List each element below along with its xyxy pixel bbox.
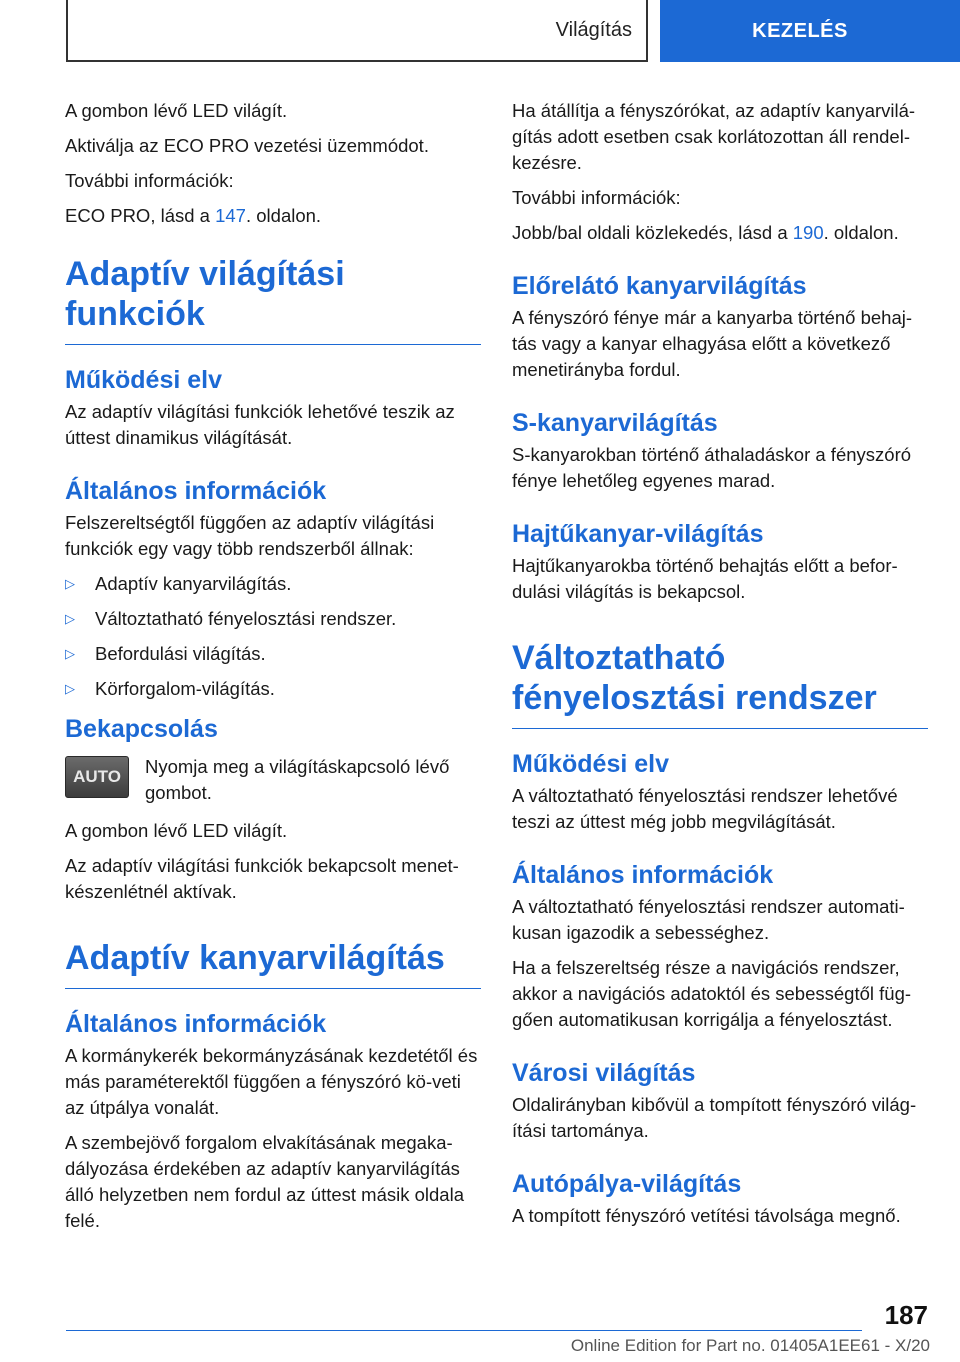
header-chapter-title: KEZELÉS [752,19,848,42]
subsection-heading: Általános információk [512,861,774,889]
header-chapter-tab [660,0,960,62]
list-item: ▷ Befordulási világítás. [65,641,481,667]
subsection-heading: Működési elv [512,750,669,778]
intro-line: További információk: [65,170,234,191]
right-column [512,98,928,1238]
page-reference: Jobb/bal oldali közlekedés, lásd a 190. oldalon. [512,222,899,243]
paragraph: A gombon lévő LED világít. [65,820,288,841]
subsection-heading: Általános információk [65,1010,327,1038]
paragraph: Felszereltségtől függően az adaptív világítási funkciók egy vagy több rendszerből állnak: [65,512,435,559]
header-section-box [66,0,648,62]
paragraph: Az adaptív világítási funkciók bekapcsolt menet-készenlétnél aktívak. [65,855,459,902]
page-link-147[interactable]: 147 [215,205,246,226]
auto-button-icon: AUTO [65,756,129,798]
page-number: 187 [884,1300,928,1330]
page-reference: ECO PRO, lásd a 147. oldalon. [65,205,322,226]
paragraph: A tompított fényszóró vetítési távolsága megnő. [512,1205,901,1226]
paragraph: A szembejövő forgalom elvakításának megaka-dályozása érdekében az adaptív kanyarvilágítás álló helyzetben nem fordul az úttest másik oldala felé. [65,1132,464,1231]
left-column [65,98,481,1243]
paragraph: Ha átállítja a fényszórókat, az adaptív kanyarvilá-gítás adott esetben csak korlátozottan áll rendel-kezésre. [512,100,916,173]
subsection-heading: Előrelátó kanyarvilágítás [512,272,807,300]
feature-list [65,571,481,702]
bullet-triangle-icon: ▷ [65,611,75,626]
paragraph: Nyomja meg a világításkapcsoló lévő gombot. [145,756,450,803]
paragraph: A változtatható fényelosztási rendszer lehetővé teszi az úttest még jobb megvilágítását. [512,785,898,832]
list-item: ▷ Körforgalom-világítás. [65,676,481,702]
intro-line: A gombon lévő LED világít. [65,100,288,121]
subsection-heading: Hajtűkanyar-világítás [512,520,764,548]
section-heading: Változtatható fényelosztási rendszer [512,638,928,729]
subsection-heading: S-kanyarvilágítás [512,409,718,437]
auto-button-instruction [65,754,481,806]
paragraph: Hajtűkanyarokba történő behajtás előtt a befor-dulási világítás is bekapcsol. [512,555,898,602]
paragraph: A változtatható fényelosztási rendszer automati-kusan igazodik a sebességhez. [512,896,905,943]
header-section-title: Világítás [555,18,632,41]
paragraph: További információk: [512,187,681,208]
subsection-heading: Autópálya-világítás [512,1170,742,1198]
bullet-triangle-icon: ▷ [65,576,75,591]
page-link-190[interactable]: 190 [792,222,824,243]
list-item: ▷ Adaptív kanyarvilágítás. [65,571,481,597]
section-heading: Adaptív világítási funkciók [65,254,481,345]
footer-edition: Online Edition for Part no. 01405A1EE61 - X/20 [570,1336,930,1355]
subsection-heading: Általános információk [65,477,327,505]
subsection-heading: Városi világítás [512,1059,696,1087]
footer-rule [66,1330,862,1331]
subsection-heading: Működési elv [65,366,222,394]
paragraph: Az adaptív világítási funkciók lehetővé teszik az úttest dinamikus világítását. [65,401,455,448]
paragraph: A kormánykerék bekormányzásának kezdetétől és más paraméterektől függően a fényszóró kö-veti az útpálya vonalát. [65,1045,478,1118]
intro-line: Aktiválja az ECO PRO vezetési üzemmódot. [65,135,429,156]
paragraph: S-kanyarokban történő áthaladáskor a fényszóró fénye lehetőleg egyenes marad. [512,444,912,491]
list-item: ▷ Változtatható fényelosztási rendszer. [65,606,481,632]
bullet-triangle-icon: ▷ [65,646,75,661]
subsection-heading: Bekapcsolás [65,715,218,743]
paragraph: A fényszóró fénye már a kanyarba történő behaj-tás vagy a kanyar elhagyása előtt a következő menetirányba fordul. [512,307,913,380]
bullet-triangle-icon: ▷ [65,681,75,696]
section-heading: Adaptív kanyarvilágítás [65,938,481,989]
paragraph: Oldalirányban kibővül a tompított fényszóró világ-ítási tartománya. [512,1094,917,1141]
paragraph: Ha a felszereltség része a navigációs rendszer, akkor a navigációs adatoktól és sebességtől füg-gően automatikusan korrigálja a fényelosztást. [512,957,912,1030]
